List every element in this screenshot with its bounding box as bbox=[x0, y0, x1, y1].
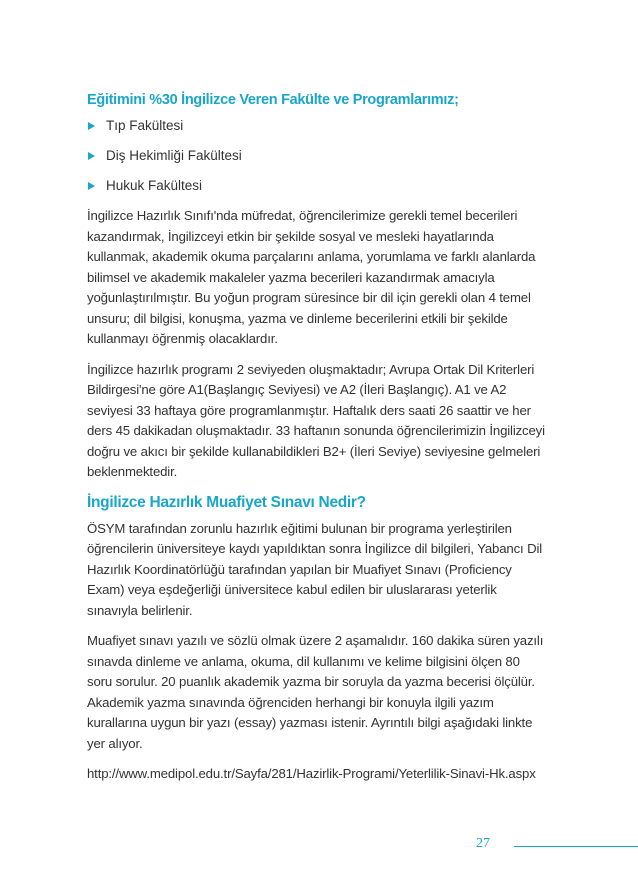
footer-rule bbox=[514, 846, 638, 847]
section-heading-programs: Eğitimini %30 İngilizce Veren Fakülte ve Programlarımız; bbox=[87, 92, 459, 108]
triangle-right-icon bbox=[88, 182, 95, 190]
paragraph-program-levels: İngilizce hazırlık programı 2 seviyeden oluşmaktadır; Avrupa Ortak Dil Kriterleri Bildirgesi'ne göre A1(Başlangıç Seviyesi) ve A2 (İleri Başlangıç). A1 ve A2 seviyesi 33 haftaya göre programlanmıştır. Haftalık ders saati 26 saattir ve her ders 45 dakikadan oluşmaktadır. 33 haftanın sonunda öğrencilerimizin İngilizceyi doğru ve akıcı bir şekilde kullanabildikleri B2+ (İleri Seviye) seviyesine gelmeleri beklenmektedir. bbox=[87, 361, 545, 479]
paragraph-curriculum: İngilizce Hazırlık Sınıfı'nda müfredat, öğrencilerimize gerekli temel becerileri kazandırmak, İngilizceyi etkin bir şekilde sosyal ve mesleki hayatlarında kullanmak, akademik okuma parçalarını anlama, yorumlama ve farklı alanlarda bilimsel ve akademik makaleler yazma becerileri kazandırmak amacıyla yoğunlaştırılmıştır. Bu yoğun program süresince bir dil için gerekli olan 4 temel unsuru; dil bilgisi, konuşma, yazma ve dinleme becerilerini etkili bir şekilde kullanmayı öğrenmiş olacaklardır. bbox=[87, 208, 536, 346]
paragraph-proficiency-intro: ÖSYM tarafından zorunlu hazırlık eğitimi bulunan bir programa yerleştirilen öğrencilerin üniversiteye kaydı yapıldıktan sonra İngilizce dil bilgileri, Yabancı Dil Hazırlık Koordinatörlüğü tarafından yapılan bir Muafiyet Sınavı (Proficiency Exam) veya eşdeğerliği üniversitece kabul edilen bir uluslararası yeterlik sınavıyla belirlenir. bbox=[87, 520, 543, 618]
page-content bbox=[87, 90, 547, 785]
info-link[interactable]: http://www.medipol.edu.tr/Sayfa/281/Hazirlik-Programi/Yeterlilik-Sinavi-Hk.aspx bbox=[87, 766, 536, 781]
section-heading-proficiency: İngilizce Hazırlık Muafiyet Sınavı Nedir? bbox=[87, 493, 366, 511]
paragraph-exam-details: Muafiyet sınavı yazılı ve sözlü olmak üzere 2 aşamalıdır. 160 dakika süren yazılı sınavda dinleme ve anlama, okuma, dil kullanımı ve kelime bilgisini ölçen 80 soru sorulur. 20 puanlık akademik yazma bir soruyla da yazma becerisi ölçülür. Akademik yazma sınavında öğrenciden herhangi bir konuyla ilgili yazım kurallarına uygun bir yazı (essay) yazması istenir. Ayrıntılı bilgi aşağıdaki linkte yer alıyor. bbox=[87, 633, 544, 751]
list-item bbox=[87, 176, 547, 195]
list-item-label: Diş Hekimliği Fakültesi bbox=[106, 148, 242, 163]
page-number: 27 bbox=[476, 836, 490, 851]
list-item bbox=[87, 146, 547, 165]
triangle-right-icon bbox=[88, 152, 95, 160]
list-item bbox=[87, 116, 547, 135]
list-item-label: Tıp Fakültesi bbox=[106, 118, 184, 133]
triangle-right-icon bbox=[88, 122, 95, 130]
list-item-label: Hukuk Fakültesi bbox=[106, 178, 203, 193]
faculty-list bbox=[87, 116, 547, 195]
